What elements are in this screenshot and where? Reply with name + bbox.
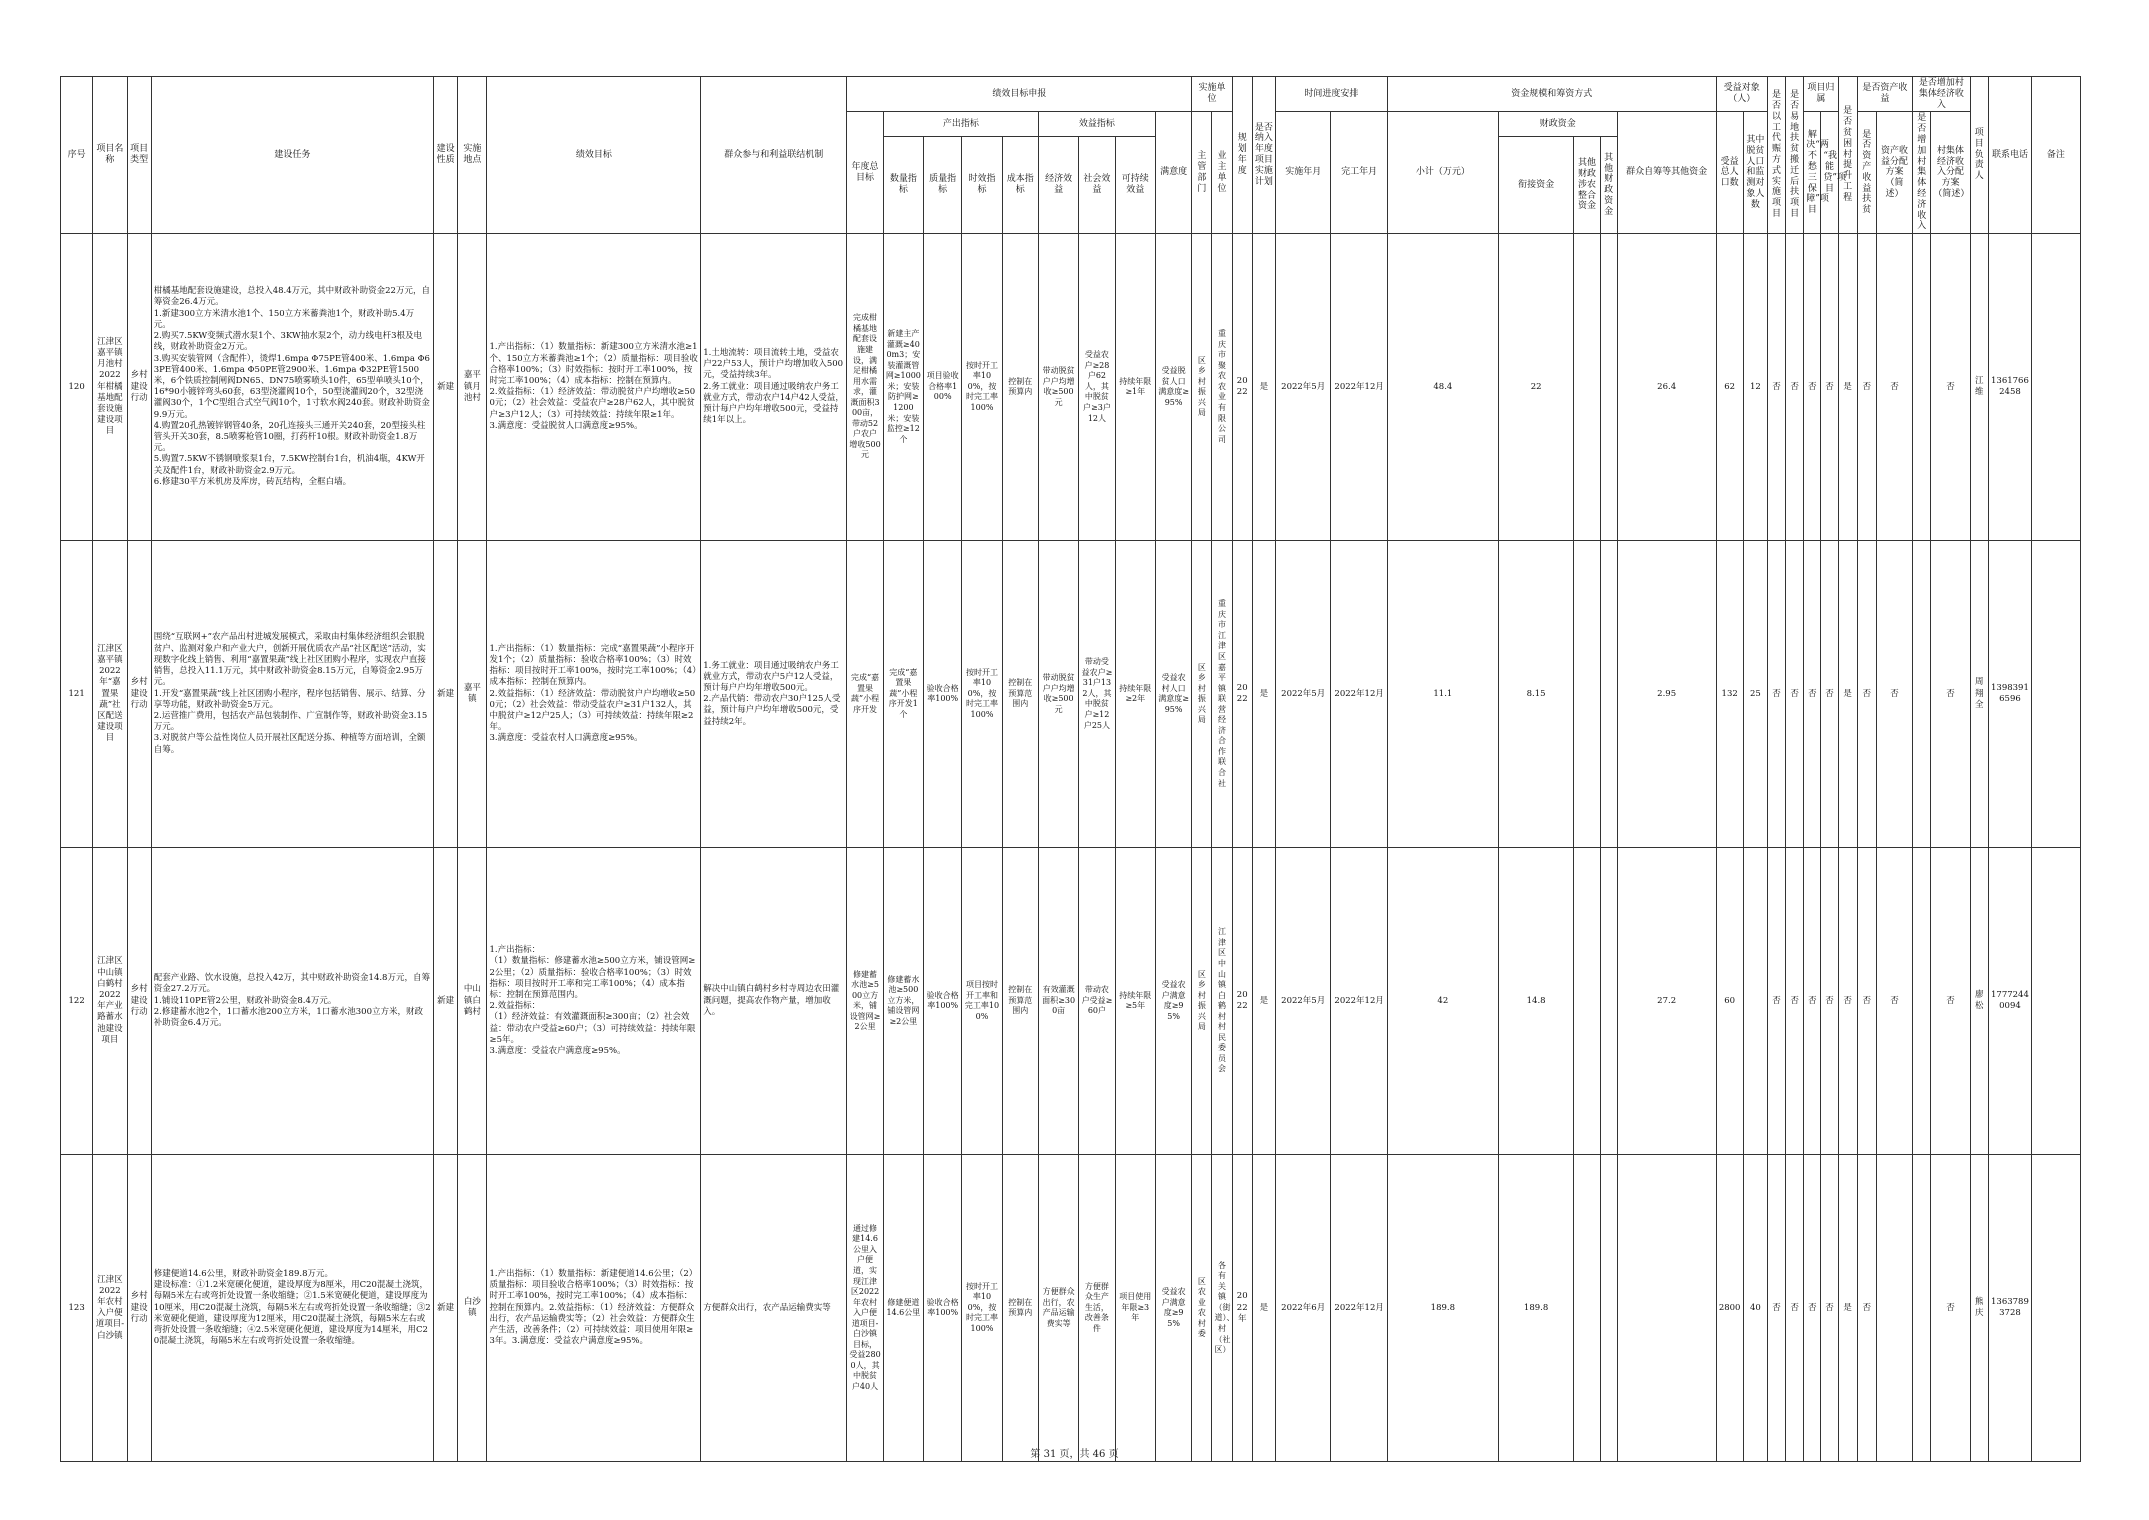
cell-dept: 区农业农村委 — [1192, 1155, 1212, 1462]
header-task: 建设任务 — [151, 77, 433, 234]
header-start: 实施年月 — [1275, 112, 1330, 234]
header-quantity: 数量指标 — [883, 137, 923, 234]
cell-poor-pop: 12 — [1743, 234, 1767, 541]
cell-quality: 验收合格率100% — [924, 1155, 962, 1462]
header-quality: 质量指标 — [924, 137, 962, 234]
header-output: 产出指标 — [883, 112, 1038, 137]
header-satisfaction: 满意度 — [1155, 112, 1191, 234]
cell-other-funds — [1600, 848, 1617, 1155]
cell-total-pop: 60 — [1716, 848, 1743, 1155]
header-poorvillage: 是否贫困村提升工程 — [1838, 77, 1857, 234]
header-asset-plan: 资产收益分配方案（简述） — [1876, 112, 1912, 234]
header-workrelief: 是否以工代赈方式实施项目 — [1767, 77, 1785, 234]
header-plan-year: 规划年度 — [1232, 77, 1252, 234]
cell-inc-flag — [1913, 1155, 1931, 1462]
header-sustain: 可持续效益 — [1115, 137, 1155, 234]
cell-workrelief: 否 — [1767, 234, 1785, 541]
cell-seq: 123 — [61, 1155, 93, 1462]
cell-workrelief: 否 — [1767, 1155, 1785, 1462]
cell-dept: 区乡村振兴局 — [1192, 848, 1212, 1155]
header-inc-plan: 村集体经济收入分配方案（简述） — [1931, 112, 1970, 234]
cell-name: 江津区嘉平镇月池村2022年柑橘基地配套设施建设项目 — [93, 234, 127, 541]
cell-timeliness: 按时开工率100%，按时完工率100% — [962, 1155, 1002, 1462]
cell-leader: 熊庆 — [1970, 1155, 1988, 1462]
cell-in-plan: 是 — [1252, 234, 1275, 541]
cell-name: 江津区嘉平镇2022年“嘉置果蔬”社区配送建设项目 — [93, 541, 127, 848]
header-total-pop: 受益总人口数 — [1716, 112, 1743, 234]
cell-type: 乡村建设行动 — [127, 541, 151, 848]
cell-phone: 17772440094 — [1988, 848, 2031, 1155]
cell-remark — [2032, 234, 2080, 541]
cell-poorvillage: 是 — [1838, 1155, 1857, 1462]
cell-self: 2.95 — [1617, 541, 1716, 848]
cell-phone: 13617662458 — [1988, 234, 2031, 541]
header-other-fiscal: 其他财政涉农整合资金 — [1574, 137, 1600, 234]
cell-leader: 江维 — [1970, 234, 1988, 541]
cell-loan: 否 — [1821, 541, 1838, 848]
cell-asset-plan: 否 — [1876, 541, 1912, 848]
header-goal: 绩效目标 — [487, 77, 701, 234]
cell-nature: 新建 — [434, 234, 458, 541]
header-remark: 备注 — [2032, 77, 2080, 234]
cell-asset-proj: 否 — [1857, 234, 1876, 541]
header-timeliness: 时效指标 — [962, 137, 1002, 234]
cell-self: 26.4 — [1617, 234, 1716, 541]
cell-seq: 122 — [61, 848, 93, 1155]
cell-phone: 13983916596 — [1988, 541, 2031, 848]
cell-satisfaction: 受益农户满意度≥95% — [1155, 848, 1191, 1155]
cell-other-funds — [1600, 1155, 1617, 1462]
cell-dept: 区乡村振兴局 — [1192, 541, 1212, 848]
header-inc-flag: 是否增加村集体经济收入 — [1913, 112, 1931, 234]
cell-subtotal: 42 — [1387, 848, 1498, 1155]
header-type: 项目类型 — [127, 77, 151, 234]
cell-quantity: 修建便道14.6公里 — [883, 1155, 923, 1462]
cell-econ: 带动脱贫户户均增收≥500元 — [1038, 541, 1078, 848]
header-beneficiary: 受益对象（人） — [1716, 77, 1767, 112]
cell-sustain: 项目使用年限≥3年 — [1115, 1155, 1155, 1462]
cell-end: 2022年12月 — [1331, 1155, 1387, 1462]
cell-subtotal: 189.8 — [1387, 1155, 1498, 1462]
cell-owner: 江津区中山镇白鹤村村民委员会 — [1212, 848, 1232, 1155]
cell-goal: 1.产出指标：（1）数量指标：新建300立方米清水池≥1个、150立方米蓄粪池≥1个；（2）质量指标：项目验收合格率100%；（3）时效指标：按时开工率100%，按时完工率100%；（4）成本指标：控制在预算内。 2.效益指标：（1）经济效益：带动脱贫户户均增收≥500元；（2）社会效益：受益农户≥28户62人，其中脱贫户≥3户12人；（3）可持续效益：持续年限≥1年。 3.满意度：受益脱贫人口满意度≥95%。 — [487, 234, 701, 541]
cell-social: 受益农户≥28户62人，其中脱贫户≥3户12人 — [1079, 234, 1115, 541]
cell-sustain: 持续年限≥5年 — [1115, 848, 1155, 1155]
header-impl: 实施单位 — [1192, 77, 1232, 112]
cell-seq: 121 — [61, 541, 93, 848]
cell-leader: 周翔全 — [1970, 541, 1988, 848]
header-schedule: 时间进度安排 — [1275, 77, 1387, 112]
cell-guarantee: 否 — [1804, 848, 1821, 1155]
cell-in-plan: 是 — [1252, 1155, 1275, 1462]
cell-inc-plan: 否 — [1931, 541, 1970, 848]
cell-self — [1617, 1155, 1716, 1462]
cell-poor-pop: 25 — [1743, 541, 1767, 848]
cell-cost: 控制在预算范围内 — [1002, 848, 1038, 1155]
cell-relocation: 否 — [1786, 234, 1804, 541]
cell-asset-plan — [1876, 1155, 1912, 1462]
cell-satisfaction: 受益农户满意度≥95% — [1155, 1155, 1191, 1462]
cell-loan: 否 — [1821, 848, 1838, 1155]
cell-quantity: 完成“嘉置果蔬”小程序开发1个 — [883, 541, 923, 848]
cell-other-funds — [1600, 234, 1617, 541]
cell-subtotal: 48.4 — [1387, 234, 1498, 541]
page-number: 第 31 页，共 46 页 — [1030, 1449, 1119, 1460]
cell-place: 嘉平镇月池村 — [458, 234, 487, 541]
cell-inc-flag — [1913, 541, 1931, 848]
cell-goal: 1.产出指标： （1）数量指标：修建蓄水池≥500立方米，铺设管网≥2公里；（2）质量指标：验收合格率100%；（3）时效指标：项目按时开工率和完工率100%；（4）成本指标：控制在预算范围内。 2.效益指标： （1）经济效益：有效灌溉面积≥300亩；（2）社会效益：带动农户受益≥60户；（3）可持续效益：持续年限≥5年。 3.满意度：受益农户满意度≥95%。 — [487, 848, 701, 1155]
cell-task: 配套产业路、饮水设施，总投入42万，其中财政补助资金14.8万元，自筹资金27.2万元。 1.铺设110PE管2公里，财政补助资金8.4万元。 2.修建蓄水池2个，1口蓄水池200立方米，1口蓄水池300立方米，财政补助资金6.4万元。 — [151, 848, 433, 1155]
cell-loan: 否 — [1821, 234, 1838, 541]
cell-name: 江津区中山镇白鹤村2022年产业路蓄水池建设项目 — [93, 848, 127, 1155]
cell-asset-plan: 否 — [1876, 234, 1912, 541]
cell-mech: 解决中山镇白鹤村乡村寺周边农田灌溉问题，提高农作物产量，增加收入。 — [701, 848, 847, 1155]
cell-mech: 1.土地流转：项目流转土地，受益农户22户53人，预计户均增加收入500元，受益持续3年。 2.务工就业：项目通过吸纳农户务工就业方式，带动农户14户42人受益，预计每户户均年增收500元，受益持续1年以上。 — [701, 234, 847, 541]
cell-cost: 控制在预算内 — [1002, 1155, 1038, 1462]
header-perf: 绩效目标申报 — [847, 77, 1192, 112]
header-place: 实施地点 — [458, 77, 487, 234]
cell-other-fiscal — [1574, 1155, 1600, 1462]
table-row — [61, 234, 2107, 541]
cell-annual: 通过修建14.6公里入户便道，实现江津区2022年农村入户便道项目-白沙镇目标，受益2800人，其中脱贫户40人 — [847, 1155, 883, 1462]
cell-owner: 重庆市江津区嘉平镇联营经济合作联合社 — [1212, 541, 1232, 848]
table-row — [61, 1155, 2107, 1462]
header-leader: 项目负责人 — [1970, 77, 1988, 234]
header-annual: 年度总目标 — [847, 112, 883, 234]
cell-end: 2022年12月 — [1331, 234, 1387, 541]
cell-timeliness: 项目按时开工率和完工率100% — [962, 848, 1002, 1155]
cell-dept: 区乡村振兴局 — [1192, 234, 1212, 541]
cell-remark — [2032, 541, 2080, 848]
cell-social: 带动农户受益≥60户 — [1079, 848, 1115, 1155]
header-funding: 资金规模和筹资方式 — [1387, 77, 1716, 112]
cell-linked: 8.15 — [1498, 541, 1574, 848]
cell-total-pop: 132 — [1716, 541, 1743, 848]
cell-quantity: 新建主产灌溉≥400m3；安装灌溉管网≥1000米；安装防护网≥1200米；安装监控≥12个 — [883, 234, 923, 541]
cell-inc-plan: 否 — [1931, 848, 1970, 1155]
cell-plan-year: 2022 — [1232, 848, 1252, 1155]
header-name: 项目名称 — [93, 77, 127, 234]
cell-inc-flag — [1913, 848, 1931, 1155]
cell-linked: 22 — [1498, 234, 1574, 541]
header-benefit: 效益指标 — [1038, 112, 1155, 137]
cell-guarantee: 否 — [1804, 1155, 1821, 1462]
cell-self: 27.2 — [1617, 848, 1716, 1155]
cell-remark — [2032, 848, 2080, 1155]
cell-task: 修建便道14.6公里，财政补助资金189.8万元。 建设标准：①1.2米宽硬化便道，建设厚度为8厘米，用C20混凝土浇筑，每隔5米左右或弯折处设置一条收缩缝；②1.5米宽硬化便道，建设厚度为10厘米，用C20混凝土浇筑，每隔5米左右或弯折处设置一条收缩缝；③2米宽硬化便道，建设厚度为12厘米，用C20混凝土浇筑，每隔5米左右或弯折处设置一条收缩缝；④2.5米宽硬化便道，建设厚度为14厘米，用C20混凝土浇筑，每隔5米左右或弯折处设置一条收缩缝。 — [151, 1155, 433, 1462]
header-income: 是否增加村集体经济收入 — [1913, 77, 1970, 112]
cell-asset-plan: 否 — [1876, 848, 1912, 1155]
header-cost: 成本指标 — [1002, 137, 1038, 234]
header-social: 社会效益 — [1079, 137, 1115, 234]
cell-sustain: 持续年限≥1年 — [1115, 234, 1155, 541]
header-loan: “我能贷”项目 — [1821, 112, 1838, 234]
cell-poor-pop: 40 — [1743, 1155, 1767, 1462]
cell-nature: 新建 — [434, 848, 458, 1155]
header-subtotal: 小计（万元） — [1387, 112, 1498, 234]
cell-sustain: 持续年限≥2年 — [1115, 541, 1155, 848]
cell-start: 2022年5月 — [1275, 541, 1330, 848]
cell-relocation: 否 — [1786, 1155, 1804, 1462]
cell-annual: 完成“嘉置果蔬”小程序开发 — [847, 541, 883, 848]
cell-task: 柑橘基地配套设施建设，总投入48.4万元，其中财政补助资金22万元，自筹资金26.4万元。 1.新建300立方米清水池1个、150立方米蓄粪池1个，财政补助5.4万元。 2.购买7.5KW变频式潜水泵1个、3KW抽水泵2个，动力线电杆3根及电线，财政补助资金2万元。 3.购买安装管网（含配件），烫焊1.6mpa Φ75PE管400米、1.6mpa Φ63PE管400米、1.6mpa Φ50PE管2900米、1.6mpa Φ32PE管1500米，6个铁质控制闸阀DN65、DN75喷雾喷头10件，65型单喷头10个，16*90小镀锌弯头60套，63型浇灌阀10个，50型浇灌阀20个，32型浇灌阀30个，1个C型组合式空气阀10个，1寸软水阀240套。财政补助资金9.9万元。 4.购置20孔热镀锌钢管40条，20孔连接头三通开关240套，20型接头柱管头开关30套，8.5喷雾枪管10圈，打药杆10根。财政补助资金1.8万元。 5.购置7.5KW不锈钢喷浆泵1台，7.5KW控制台1台，机油4瓶，4KW开关及配件1台，财政补助资金2.9万元。 6.修建30平方米机房及库房，砖瓦结构，全框白墙。 — [151, 234, 433, 541]
header-linked: 衔接资金 — [1498, 137, 1574, 234]
cell-total-pop: 62 — [1716, 234, 1743, 541]
cell-timeliness: 按时开工率100%，按时完工率100% — [962, 234, 1002, 541]
header-poor-pop: 其中脱贫人口和监测对象人数 — [1743, 112, 1767, 234]
cell-other-funds — [1600, 541, 1617, 848]
cell-quality: 验收合格率100% — [924, 541, 962, 848]
cell-satisfaction: 受益农村人口满意度≥95% — [1155, 541, 1191, 848]
header-mech: 群众参与和利益联结机制 — [701, 77, 847, 234]
cell-owner: 重庆市聚农农业有限公司 — [1212, 234, 1232, 541]
cell-owner: 各有关镇（街道）、村（社区） — [1212, 1155, 1232, 1462]
cell-start: 2022年6月 — [1275, 1155, 1330, 1462]
cell-annual: 修建蓄水池≥500立方米，铺设管网≥2公里 — [847, 848, 883, 1155]
cell-econ: 带动脱贫户户均增收≥500元 — [1038, 234, 1078, 541]
cell-quantity: 修建蓄水池≥500立方米，铺设管网≥2公里 — [883, 848, 923, 1155]
cell-goal: 1.产出指标：（1）数量指标：完成“嘉置果蔬”小程序开发1个；（2）质量指标：验收合格率100%；（3）时效指标：项目按时开工率100%，按时完工率100%；（4）成本指标：控制在预算内。 2.效益指标：（1）经济效益：带动脱贫户户均增收≥500元；（2）社会效益：带动受益农户≥31户132人，其中脱贫户≥12户25人；（3）可持续效益：持续年限≥2年。 3.满意度：受益农村人口满意度≥95%。 — [487, 541, 701, 848]
cell-start: 2022年5月 — [1275, 848, 1330, 1155]
header-nature: 建设性质 — [434, 77, 458, 234]
cell-phone: 13637893728 — [1988, 1155, 2031, 1462]
cell-nature: 新建 — [434, 1155, 458, 1462]
cell-in-plan: 是 — [1252, 848, 1275, 1155]
cell-guarantee: 否 — [1804, 234, 1821, 541]
header-seq: 序号 — [61, 77, 93, 234]
cell-type: 乡村建设行动 — [127, 848, 151, 1155]
header-assets: 是否资产收益 — [1857, 77, 1912, 112]
cell-asset-proj: 否 — [1857, 541, 1876, 848]
cell-in-plan: 是 — [1252, 541, 1275, 848]
cell-quality: 验收合格率100% — [924, 848, 962, 1155]
cell-other-fiscal — [1574, 234, 1600, 541]
cell-guarantee: 否 — [1804, 541, 1821, 848]
cell-leader: 廖松 — [1970, 848, 1988, 1155]
cell-timeliness: 按时开工率100%，按时完工率100% — [962, 541, 1002, 848]
cell-inc-flag — [1913, 234, 1931, 541]
cell-loan: 否 — [1821, 1155, 1838, 1462]
cell-end: 2022年12月 — [1331, 848, 1387, 1155]
cell-nature: 新建 — [434, 541, 458, 848]
cell-social: 方便群众生产生活，改善条件 — [1079, 1155, 1115, 1462]
cell-end: 2022年12月 — [1331, 541, 1387, 848]
cell-place: 白沙镇 — [458, 1155, 487, 1462]
header-end: 完工年月 — [1331, 112, 1387, 234]
cell-annual: 完成柑橘基地配套设施建设，满足柑橘用水需求，灌溉面积300亩，带动52户农户增收500元 — [847, 234, 883, 541]
cell-relocation: 否 — [1786, 848, 1804, 1155]
cell-asset-proj: 否 — [1857, 848, 1876, 1155]
project-table — [60, 76, 2107, 1462]
header-asset-proj: 是否资产收益扶贫 — [1857, 112, 1876, 234]
cell-poorvillage: 否 — [1838, 848, 1857, 1155]
cell-cost: 控制在预算内 — [1002, 234, 1038, 541]
cell-satisfaction: 受益脱贫人口满意度≥95% — [1155, 234, 1191, 541]
cell-plan-year: 2022年 — [1232, 1155, 1252, 1462]
header-in-plan: 是否纳入年度项目实施计划 — [1252, 77, 1275, 234]
cell-social: 带动受益农户≥31户132人，其中脱贫户≥12户25人 — [1079, 541, 1115, 848]
table-row — [61, 848, 2107, 1155]
cell-place: 嘉平镇 — [458, 541, 487, 848]
cell-linked: 14.8 — [1498, 848, 1574, 1155]
cell-start: 2022年5月 — [1275, 234, 1330, 541]
cell-linked: 189.8 — [1498, 1155, 1574, 1462]
header-other-funds: 其他财政资金 — [1600, 137, 1617, 234]
cell-other-fiscal — [1574, 848, 1600, 1155]
cell-workrelief: 否 — [1767, 848, 1785, 1155]
cell-poorvillage: 是 — [1838, 541, 1857, 848]
cell-cost: 控制在预算范围内 — [1002, 541, 1038, 848]
cell-mech: 方便群众出行，农产品运输费实等 — [701, 1155, 847, 1462]
cell-task: 围绕“互联网+”农产品出村进城发展模式，采取由村集体经济组织会银脱贫户、监测对象户和产业大户，创新开展优质农产品“社区配送”活动，实现数字化线上销售、利用“嘉置果蔬”线上社区团购小程序，实现农户直接销售，总投入11.1万元，其中财政补助资金8.15万元，自筹资金2.95万元。 1.开发“嘉置果蔬”线上社区团购小程序，程序包括销售、展示、结算、分享等功能，财政补助资金5万元。 2.运营推广费用，包括农产品包装制作、广宣制作等，财政补助资金3.15万元。 3.对脱贫户等公益性岗位人员开展社区配送分拣、种植等方面培训，全额自筹。 — [151, 541, 433, 848]
header-econ: 经济效益 — [1038, 137, 1078, 234]
cell-subtotal: 11.1 — [1387, 541, 1498, 848]
cell-seq: 120 — [61, 234, 93, 541]
cell-name: 江津区2022年农村入户便道项目-白沙镇 — [93, 1155, 127, 1462]
cell-mech: 1.务工就业：项目通过吸纳农户务工就业方式，带动农户5户12人受益，预计每户户均年增收500元。 2.产品代销：带动农户30户125人受益，预计每户户均年增收500元，受益持续2年。 — [701, 541, 847, 848]
cell-asset-proj: 否 — [1857, 1155, 1876, 1462]
cell-total-pop: 2800 — [1716, 1155, 1743, 1462]
cell-type: 乡村建设行动 — [127, 234, 151, 541]
cell-inc-plan: 否 — [1931, 234, 1970, 541]
cell-plan-year: 2022 — [1232, 541, 1252, 848]
cell-other-fiscal — [1574, 541, 1600, 848]
cell-inc-plan: 否 — [1931, 1155, 1970, 1462]
cell-econ: 方便群众出行，农产品运输费实等 — [1038, 1155, 1078, 1462]
header-phone: 联系电话 — [1988, 77, 2031, 234]
header-guarantee: 解决“两不愁三保障”项目 — [1804, 112, 1821, 234]
cell-place: 中山镇白鹤村 — [458, 848, 487, 1155]
cell-quality: 项目验收合格率100% — [924, 234, 962, 541]
cell-poor-pop — [1743, 848, 1767, 1155]
cell-type: 乡村建设行动 — [127, 1155, 151, 1462]
header-belong: 项目归属 — [1804, 77, 1838, 112]
header-relocation: 是否易地扶贫搬迁后扶项目 — [1786, 77, 1804, 234]
table-row — [61, 541, 2107, 848]
cell-goal: 1.产出指标：（1）数量指标：新建便道14.6公里；（2）质量指标：项目验收合格率100%；（3）时效指标：按时开工率100%，按时完工率100%；（4）成本指标：控制在预算内。2.效益指标：（1）经济效益：方便群众出行，农产品运输费实等；（2）社会效益：方便群众生产生活，改善条件；（2）可持续效益：项目使用年限≥3年。3.满意度：受益农户满意度≥95%。 — [487, 1155, 701, 1462]
cell-workrelief: 否 — [1767, 541, 1785, 848]
cell-econ: 有效灌溉面积≥300亩 — [1038, 848, 1078, 1155]
header-self: 群众自筹等其他资金 — [1617, 112, 1716, 234]
header-fiscal: 财政资金 — [1498, 112, 1617, 137]
cell-poorvillage: 是 — [1838, 234, 1857, 541]
cell-relocation: 否 — [1786, 541, 1804, 848]
header-dept: 主管部门 — [1192, 112, 1212, 234]
cell-plan-year: 2022 — [1232, 234, 1252, 541]
header-owner: 业主单位 — [1212, 112, 1232, 234]
cell-remark — [2032, 1155, 2080, 1462]
